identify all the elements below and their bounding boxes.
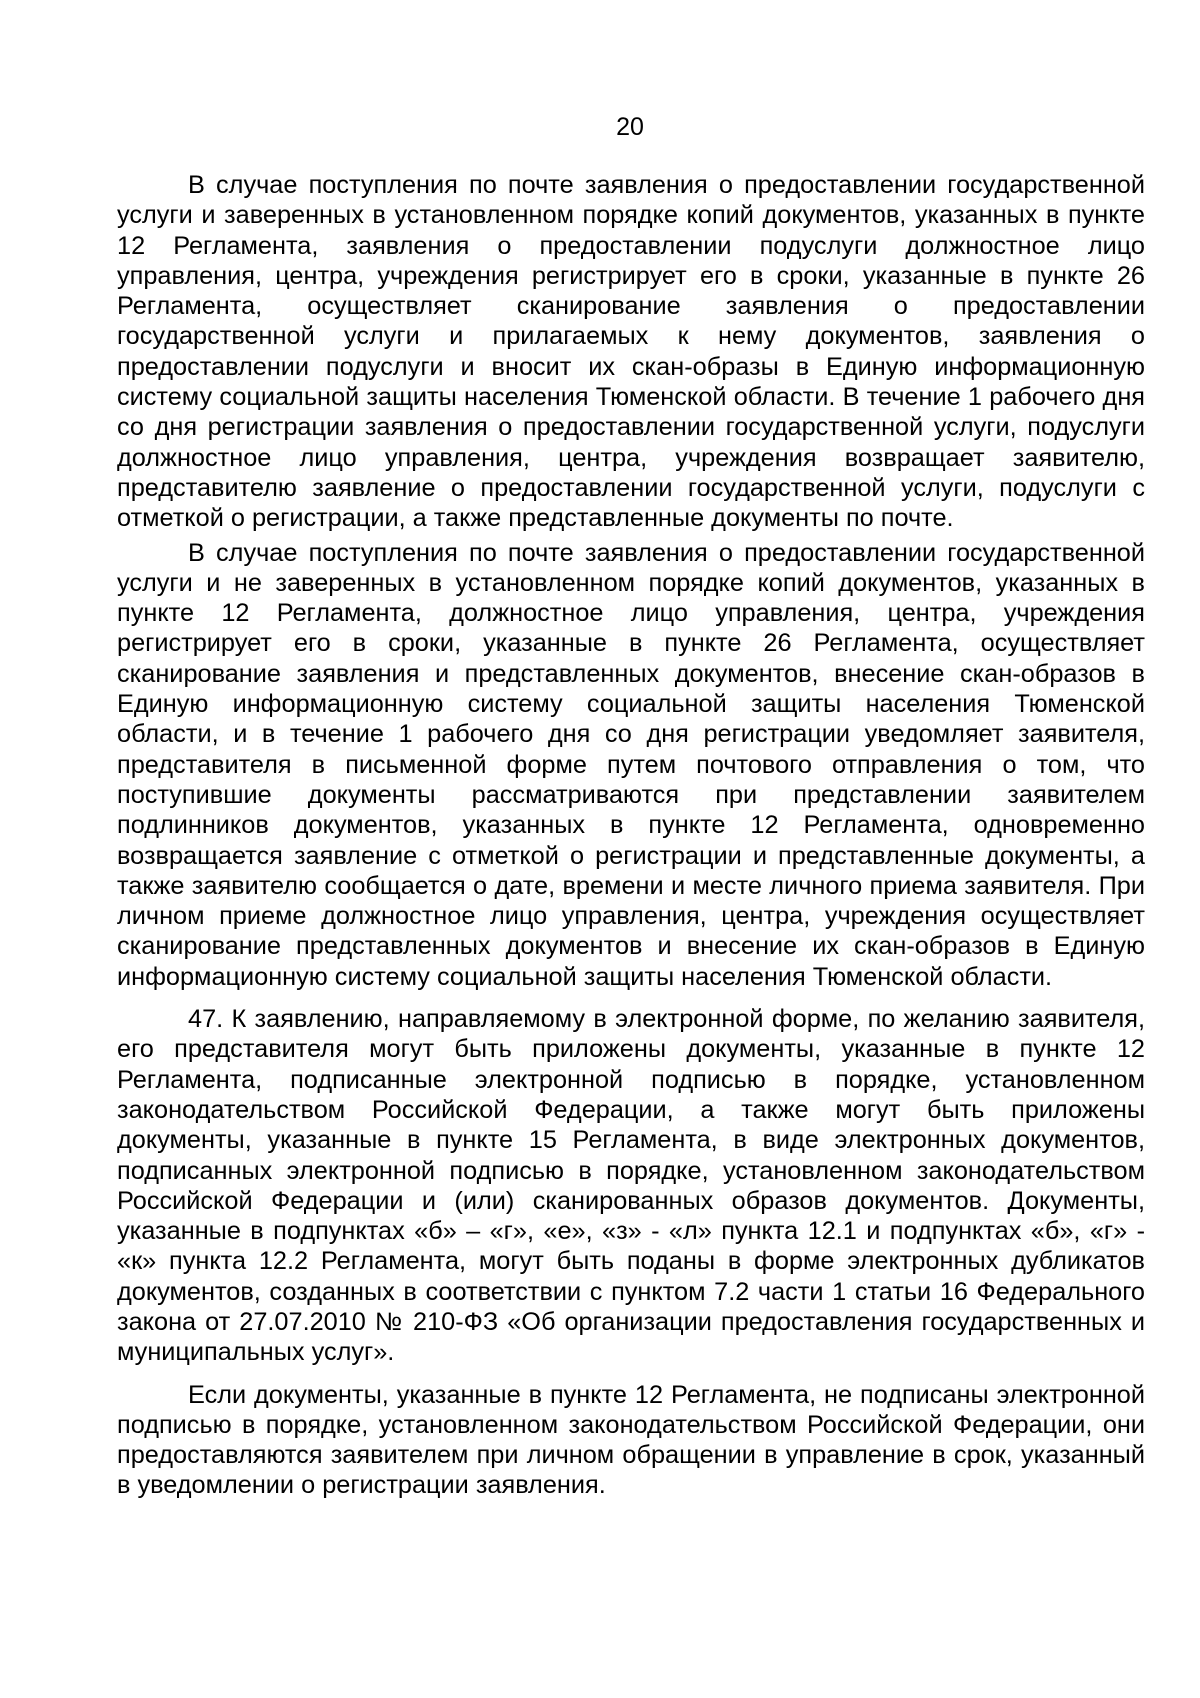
paragraph-unsigned-documents: Если документы, указанные в пункте 12 Регламента, не подписаны электронной подписью в порядке, установленном законодательством Российской Федерации, они предоставляются заявителем при личном обращении в управление в срок, указанный в уведомлении о регистрации заявления. xyxy=(117,1380,1145,1500)
paragraph-mail-uncertified-copies: В случае поступления по почте заявления о предоставлении государственной услуги и не заверенных в установленном порядке копий документов, указанных в пункте 12 Регламента, должностное лицо управления, центра, учреждения регистрирует его в сроки, указанные в пункте 26 Регламента, осуществляет сканирование заявления и представленных документов, внесение скан-образов в Единую информационную систему социальной защиты населения Тюменской области, и в течение 1 рабочего дня со дня регистрации уведомляет заявителя, представителя в письменной форме путем почтового отправления о том, что поступившие документы рассматриваются при представлении заявителем подлинников документов, указанных в пункте 12 Регламента, одновременно возвращается заявление с отметкой о регистрации и представленные документы, а также заявителю сообщается о дате, времени и месте личного приема заявителя. При личном приеме должностное лицо управления, центра, учреждения осуществляет сканирование представленных документов и внесение их скан-образов в Единую информационную систему социальной защиты населения Тюменской области. xyxy=(117,538,1145,991)
page-number: 20 xyxy=(616,113,644,141)
document-body xyxy=(117,170,1145,1505)
paragraph-clause-47: 47. К заявлению, направляемому в электронной форме, по желанию заявителя, его представителя могут быть приложены документы, указанные в пункте 12 Регламента, подписанные электронной подписью в порядке, установленном законодательством Российской Федерации, а также могут быть приложены документы, указанные в пункте 15 Регламента, в виде электронных документов, подписанных электронной подписью в порядке, установленном законодательством Российской Федерации и (или) сканированных образов документов. Документы, указанные в подпунктах «б» – «г», «е», «з» - «л» пункта 12.1 и подпунктах «б», «г» - «к» пункта 12.2 Регламента, могут быть поданы в форме электронных дубликатов документов, созданных в соответствии с пунктом 7.2 части 1 статьи 16 Федерального закона от 27.07.2010 № 210-ФЗ «Об организации предоставления государственных и муниципальных услуг». xyxy=(117,1005,1145,1367)
paragraph-mail-certified-copies: В случае поступления по почте заявления о предоставлении государственной услуги и заверенных в установленном порядке копий документов, указанных в пункте 12 Регламента, заявления о предоставлении подуслуги должностное лицо управления, центра, учреждения регистрирует его в сроки, указанные в пункте 26 Регламента, осуществляет сканирование заявления о предоставлении государственной услуги и прилагаемых к нему документов, заявления о предоставлении подуслуги и вносит их скан-образы в Единую информационную систему социальной защиты населения Тюменской области. В течение 1 рабочего дня со дня регистрации заявления о предоставлении государственной услуги, подуслуги должностное лицо управления, центра, учреждения возвращает заявителю, представителю заявление о предоставлении государственной услуги, подуслуги с отметкой о регистрации, а также представленные документы по почте. xyxy=(117,171,1145,533)
